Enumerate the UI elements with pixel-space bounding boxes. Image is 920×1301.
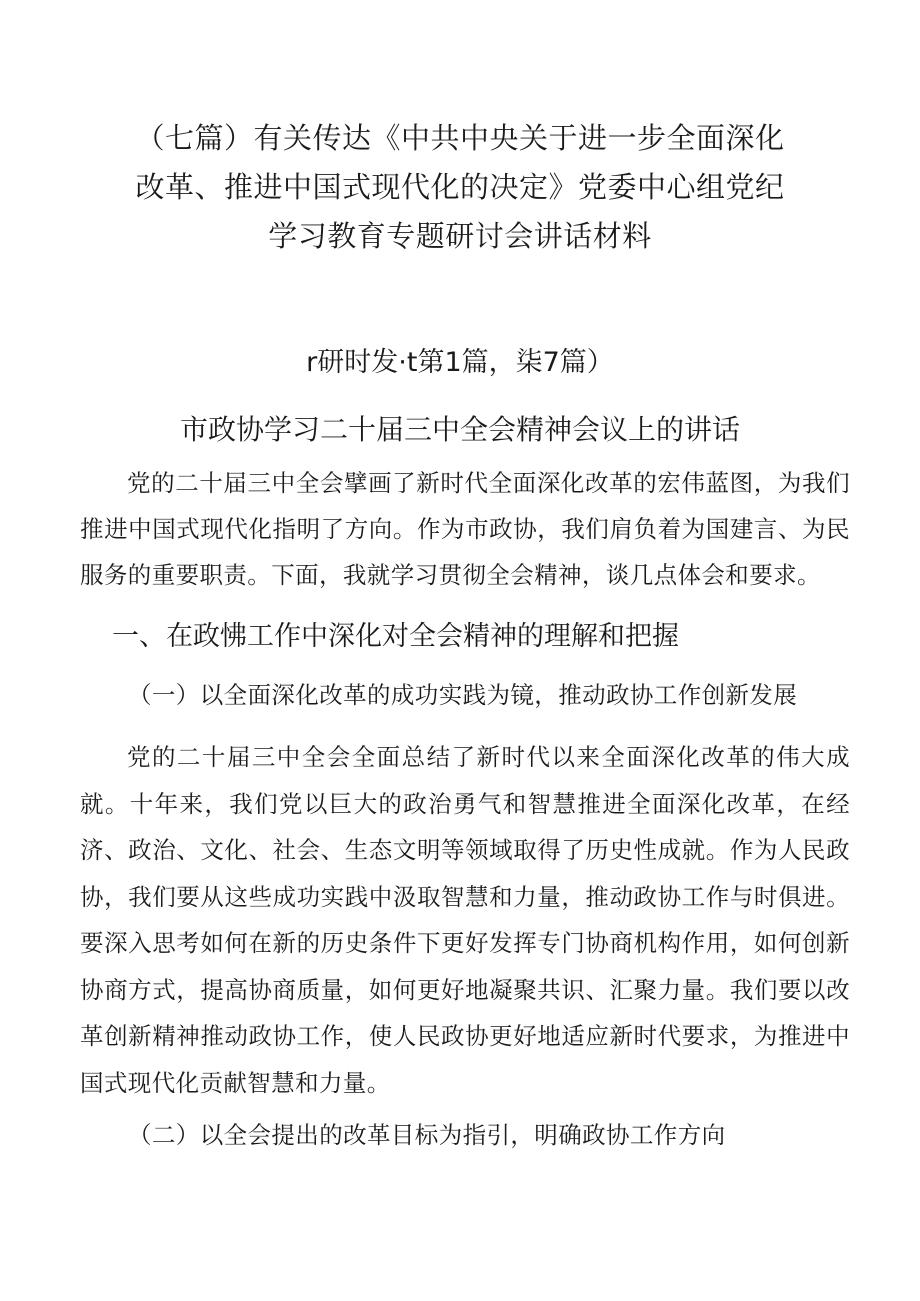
title-line-3: 学习教育专题研讨会讲话材料: [268, 219, 652, 253]
subsection-1-paragraph: 党的二十届三中全会全面总结了新时代以来全面深化改革的伟大成就。十年来，我们党以巨大的政治勇气和智慧推进全面深化改革，在经济、政治、文化、社会、生态文明等领域取得了历史性成就。作为人民政协，我们要从这些成功实践中汲取智慧和力量，推动政协工作与时俱进。要深入思考如何在新的历史条件下更好发挥专门协商机构作用，如何创新协商方式，提高协商质量，如何更好地凝聚共识、汇聚力量。我们要以改革创新精神推动政协工作，使人民政协更好地适应新时代要求，为推进中国式现代化贡献智慧和力量。: [80, 743, 850, 1097]
document-title: [0, 114, 920, 261]
title-line-2: 改革、推进中国式现代化的决定》党委中心组党纪: [135, 170, 785, 204]
subsection-2-heading: （二）以全会提出的改革目标为指引，明确政协工作方向: [128, 1121, 726, 1149]
intro-paragraph: 党的二十届三中全会擘画了新时代全面深化改革的宏伟蓝图，为我们推进中国式现代化指明了方向。作为市政协，我们肩负着为国建言、为民服务的重要职责。下面，我就学习贯彻全会精神，谈几点体会和要求。: [80, 469, 850, 589]
speech-title: 市政协学习二十届三中全会精神会议上的讲话: [179, 413, 740, 446]
subsection-1-heading: （一）以全面深化改革的成功实践为镜，推动政协工作创新发展: [128, 681, 798, 709]
section-1-heading: 一、在政怫工作中深化对全会精神的理解和把握: [112, 621, 679, 652]
title-line-1: （七篇）有关传达《中共中央关于进一步全面深化: [135, 121, 785, 155]
document-subtitle: r研时发·t第1篇，柒7篇）: [306, 347, 614, 378]
